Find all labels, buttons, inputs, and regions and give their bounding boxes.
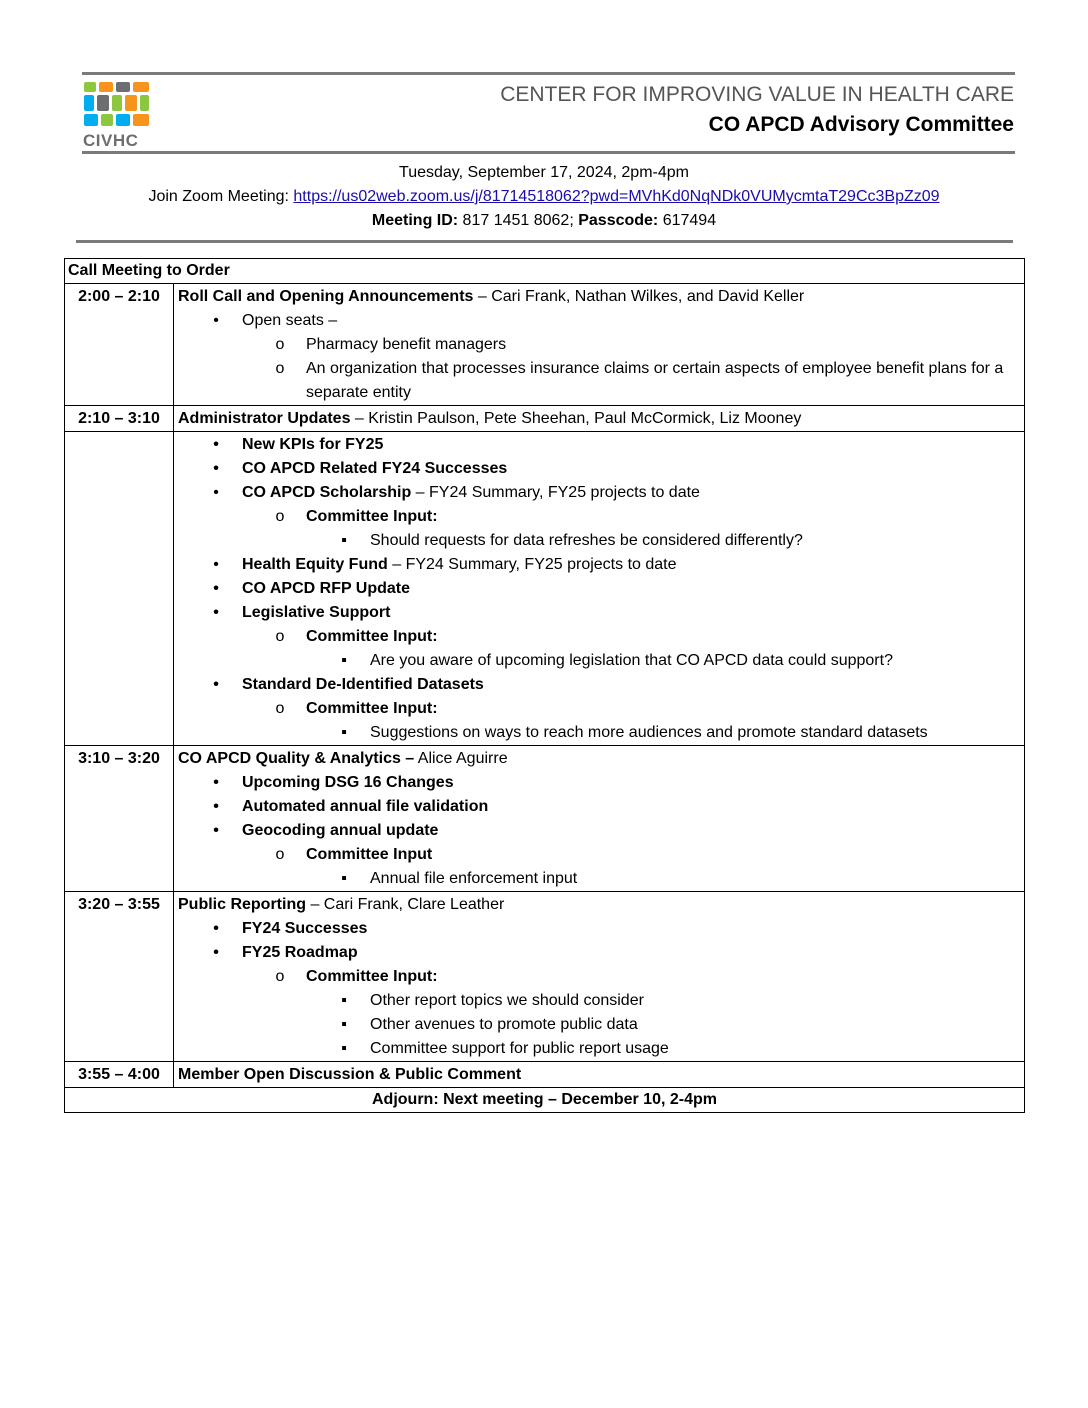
zoom-line [0, 188, 1088, 206]
list-item: • Legislative Support [178, 601, 1020, 625]
list-item: o Committee Input: [178, 965, 1020, 989]
circle-bullet-icon: o [275, 360, 285, 377]
meeting-id-line [0, 212, 1088, 230]
agenda-table [64, 258, 1025, 1113]
list-item: o Pharmacy benefit managers [178, 333, 1020, 357]
square-bullet-icon: ▪ [341, 1040, 347, 1057]
bullet-icon: • [213, 312, 219, 329]
circle-bullet-icon: o [275, 336, 285, 353]
list-item: • CO APCD RFP Update [178, 577, 1020, 601]
bullet-icon: • [213, 676, 219, 693]
list-item: ▪ Other report topics we should consider [178, 989, 1020, 1013]
meeting-id-label: Meeting ID: [371, 212, 459, 229]
bullet-icon: • [213, 580, 219, 597]
agenda-time: 3:55 – 4:00 [65, 1062, 174, 1088]
circle-bullet-icon: o [275, 700, 285, 717]
agenda-time: 2:10 – 3:10 [65, 406, 174, 432]
section-title: CO APCD Quality & Analytics – [178, 750, 415, 767]
adjourn-note: Adjourn: Next meeting – December 10, 2-4pm [65, 1088, 1025, 1113]
list-item: • Health Equity Fund – FY24 Summary, FY25 projects to date [178, 553, 1020, 577]
zoom-label: Join Zoom Meeting: [148, 188, 294, 205]
table-row [65, 432, 1025, 746]
bullet-icon: • [213, 460, 219, 477]
section-title: Roll Call and Opening Announcements [178, 288, 474, 305]
list-item: o An organization that processes insurance claims or certain aspects of employee benefit plans for a separate entity [178, 357, 1020, 405]
list-item: ▪ Committee support for public report usage [178, 1037, 1020, 1061]
agenda-time: 3:20 – 3:55 [65, 892, 174, 1062]
table-row [65, 284, 1025, 406]
table-row [65, 259, 1025, 284]
list-item: ▪ Are you aware of upcoming legislation that CO APCD data could support? [178, 649, 1020, 673]
list-item: • New KPIs for FY25 [178, 433, 1020, 457]
logo-wordmark: CIVHC [83, 131, 139, 150]
agenda-section-header [174, 406, 1025, 432]
circle-bullet-icon: o [275, 508, 285, 525]
section-title: Member Open Discussion & Public Comment [174, 1062, 1025, 1088]
section-presenters: – Cari Frank, Nathan Wilkes, and David Keller [473, 288, 805, 305]
table-row [65, 406, 1025, 432]
list-item: • Open seats – [178, 309, 1020, 333]
circle-bullet-icon: o [275, 628, 285, 645]
list-item: • CO APCD Related FY24 Successes [178, 457, 1020, 481]
bullet-icon: • [213, 774, 219, 791]
civhc-logo [82, 80, 152, 152]
meeting-datetime: Tuesday, September 17, 2024, 2pm-4pm [399, 164, 689, 181]
table-row [65, 1088, 1025, 1113]
list-item: • Standard De-Identified Datasets [178, 673, 1020, 697]
agenda-section [174, 284, 1025, 406]
square-bullet-icon: ▪ [341, 1016, 347, 1033]
circle-bullet-icon: o [275, 846, 285, 863]
square-bullet-icon: ▪ [341, 724, 347, 741]
section-title: Administrator Updates [178, 410, 351, 427]
list-item: • FY24 Successes [178, 917, 1020, 941]
meeting-id-value: 817 1451 8062; [458, 212, 579, 229]
agenda-time: 2:00 – 2:10 [65, 284, 174, 406]
list-item: ▪ Should requests for data refreshes be considered differently? [178, 529, 1020, 553]
section-presenters: – Cari Frank, Clare Leather [306, 896, 505, 913]
bullet-icon: • [213, 604, 219, 621]
list-item: o Committee Input [178, 843, 1020, 867]
bullet-icon: • [213, 798, 219, 815]
list-item: ▪ Annual file enforcement input [178, 867, 1020, 891]
bullet-icon: • [213, 944, 219, 961]
list-item: o Committee Input: [178, 697, 1020, 721]
bullet-icon: • [213, 484, 219, 501]
agenda-time: 3:10 – 3:20 [65, 746, 174, 892]
meeting-info-rule [76, 240, 1013, 243]
header-bottom-rule [82, 151, 1015, 154]
passcode-value: 617494 [658, 212, 717, 229]
square-bullet-icon: ▪ [341, 532, 347, 549]
list-item: o Committee Input: [178, 505, 1020, 529]
section-presenters: Alice Aguirre [414, 750, 508, 767]
bullet-icon: • [213, 822, 219, 839]
section-title: Public Reporting [178, 896, 306, 913]
list-item: • Geocoding annual update [178, 819, 1020, 843]
circle-bullet-icon: o [275, 968, 285, 985]
square-bullet-icon: ▪ [341, 652, 347, 669]
committee-name: CO APCD Advisory Committee [708, 113, 1014, 136]
list-item: • FY25 Roadmap [178, 941, 1020, 965]
call-to-order: Call Meeting to Order [65, 259, 1025, 284]
empty-time-cell [65, 432, 174, 746]
square-bullet-icon: ▪ [341, 870, 347, 887]
list-item: o Committee Input: [178, 625, 1020, 649]
header-top-rule [82, 72, 1015, 75]
bullet-icon: • [213, 436, 219, 453]
table-row [65, 746, 1025, 892]
table-row [65, 892, 1025, 1062]
bullet-icon: • [213, 556, 219, 573]
list-item: ▪ Other avenues to promote public data [178, 1013, 1020, 1037]
agenda-section [174, 892, 1025, 1062]
table-row [65, 1062, 1025, 1088]
square-bullet-icon: ▪ [341, 992, 347, 1009]
passcode-label: Passcode: [578, 212, 659, 229]
agenda-section [174, 432, 1025, 746]
section-presenters: – Kristin Paulson, Pete Sheehan, Paul McCormick, Liz Mooney [350, 410, 802, 427]
agenda-section [174, 746, 1025, 892]
list-item: ▪ Suggestions on ways to reach more audiences and promote standard datasets [178, 721, 1020, 745]
zoom-link[interactable]: https://us02web.zoom.us/j/81714518062?pwd=MVhKd0NqNDk0VUMycmtaT29Cc3BpZz09 [293, 188, 940, 205]
list-item: • Automated annual file validation [178, 795, 1020, 819]
list-item: • Upcoming DSG 16 Changes [178, 771, 1020, 795]
organization-name: CENTER FOR IMPROVING VALUE IN HEALTH CARE [500, 83, 1014, 106]
bullet-icon: • [213, 920, 219, 937]
list-item: • CO APCD Scholarship – FY24 Summary, FY25 projects to date [178, 481, 1020, 505]
